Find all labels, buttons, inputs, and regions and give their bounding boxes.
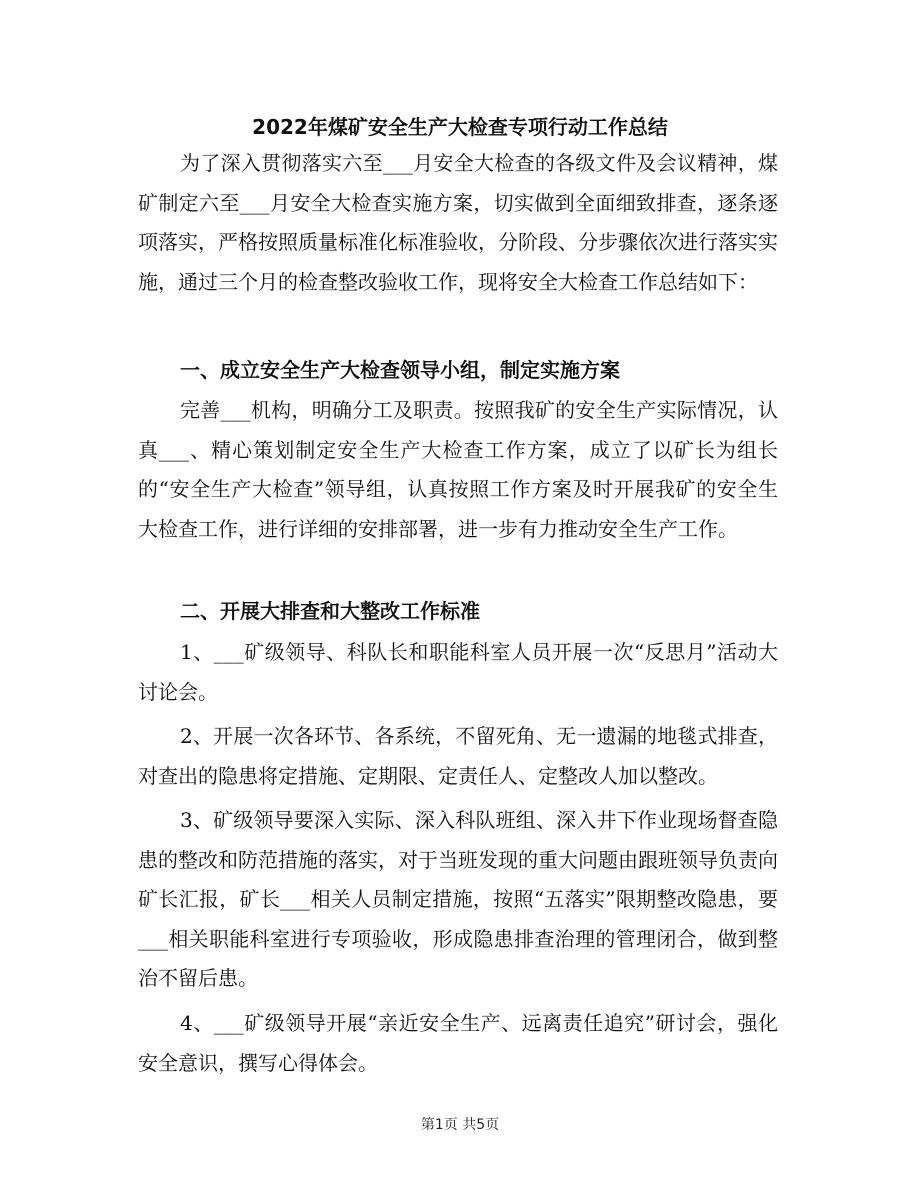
page-number-footer: 第1页 共5页: [420, 1117, 500, 1133]
list-item-4: 4、___矿级领导开展“亲近安全生产、远离责任追究”研讨会，强化安全意识，撰写心得体会。: [138, 1011, 778, 1075]
section-2-heading: 二、开展大排查和大整改工作标准: [180, 599, 480, 623]
list-item-2: 2、开展一次各环节、各系统，不留死角、无一遗漏的地毯式排查，对查出的隐患将定措施、定期限、定责任人、定整改人加以整改。: [138, 724, 778, 788]
list-item-1: 1、___矿级领导、科队长和职能科室人员开展一次“反思月”活动大讨论会。: [138, 640, 778, 704]
section-1-paragraph: 完善___机构，明确分工及职责。按照我矿的安全生产实际情况，认真___、精心策划制定安全生产大检查工作方案，成立了以矿长为组长的“安全生产大检查”领导组，认真按照工作方案及时开展我矿的安全生大检查工作，进行详细的安排部署，进一步有力推动安全生产工作。: [138, 398, 778, 541]
list-item-3: 3、矿级领导要深入实际、深入科队班组、深入井下作业现场督查隐患的整改和防范措施的落实，对于当班发现的重大问题由跟班领导负责向矿长汇报，矿长___相关人员制定措施，按照“五落实”限期整改隐患，要___相关职能科室进行专项验收，形成隐患排查治理的管理闭合，做到整治不留后患。: [138, 808, 778, 990]
document-title: 2022年煤矿安全生产大检查专项行动工作总结: [252, 115, 668, 139]
intro-paragraph: 为了深入贯彻落实六至___月安全大检查的各级文件及会议精神，煤矿制定六至___月安全大检查实施方案，切实做到全面细致排查，逐条逐项落实，严格按照质量标准化标准验收，分阶段、分步骤依次进行落实实施，通过三个月的检查整改验收工作，现将安全大检查工作总结如下：: [138, 151, 778, 294]
section-1-heading: 一、成立安全生产大检查领导小组，制定实施方案: [180, 358, 620, 382]
